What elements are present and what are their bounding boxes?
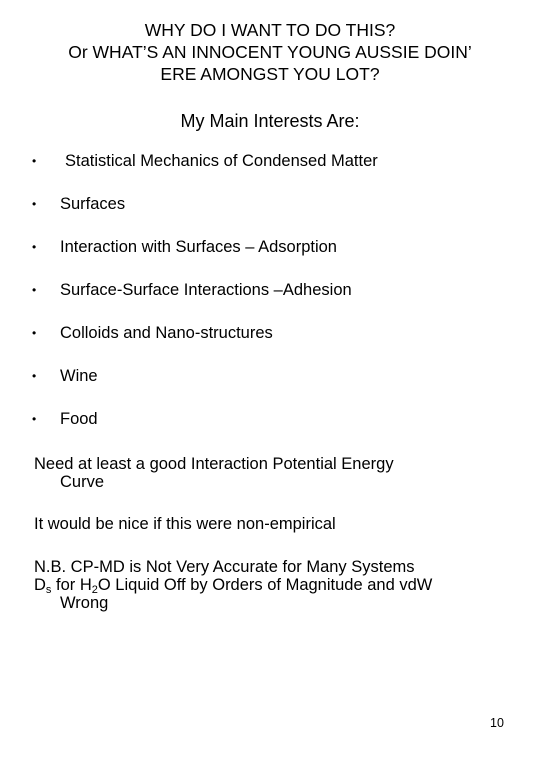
title-line-1: WHY DO I WANT TO DO THIS? xyxy=(144,20,396,40)
nb-line-2-rest: O Liquid Off by Orders of Magnitude and vdW xyxy=(97,576,433,594)
list-item-text: Wine xyxy=(60,367,98,385)
list-item xyxy=(32,365,512,387)
slide-title xyxy=(0,19,540,85)
interests-heading: My Main Interests Are: xyxy=(180,111,360,131)
list-item-text: Food xyxy=(60,410,98,428)
page-number: 10 xyxy=(490,716,504,730)
list-item-text: Statistical Mechanics of Condensed Matter xyxy=(65,152,378,170)
bullet-icon: • xyxy=(32,326,37,340)
bullet-icon: • xyxy=(32,412,37,426)
bullet-icon: • xyxy=(32,154,37,168)
list-item xyxy=(32,236,512,258)
list-item xyxy=(32,193,512,215)
interaction-energy-note xyxy=(34,455,514,491)
note-line: Curve xyxy=(60,473,105,491)
list-item-text: Colloids and Nano-structures xyxy=(60,324,273,342)
non-empirical-note xyxy=(34,515,514,533)
list-item-text: Surfaces xyxy=(60,195,126,213)
nb-note xyxy=(34,558,514,612)
list-item-text: Surface-Surface Interactions –Adhesion xyxy=(60,281,352,299)
note-line: Need at least a good Interaction Potential Energy xyxy=(34,455,394,473)
water-subscript: 2 xyxy=(91,584,98,596)
note-line: It would be nice if this were non-empirical xyxy=(34,515,336,533)
nb-line-1: N.B. CP-MD is Not Very Accurate for Many Systems xyxy=(34,558,415,576)
list-item xyxy=(32,150,512,172)
nb-line-2 xyxy=(34,576,514,594)
diffusion-symbol: D xyxy=(34,576,46,594)
bullet-icon: • xyxy=(32,197,37,211)
title-line-2: Or WHAT’S AN INNOCENT YOUNG AUSSIE DOIN’ xyxy=(68,42,472,62)
bullet-icon: • xyxy=(32,240,37,254)
list-item xyxy=(32,279,512,301)
title-line-3: ERE AMONGST YOU LOT? xyxy=(160,64,380,84)
bullet-icon: • xyxy=(32,283,37,297)
list-item xyxy=(32,408,512,430)
diffusion-subscript: s xyxy=(45,584,52,596)
bullet-icon: • xyxy=(32,369,37,383)
list-item xyxy=(32,322,512,344)
for-water-text: for H xyxy=(51,576,92,594)
nb-line-3: Wrong xyxy=(60,594,109,612)
list-item-text: Interaction with Surfaces – Adsorption xyxy=(60,238,337,256)
